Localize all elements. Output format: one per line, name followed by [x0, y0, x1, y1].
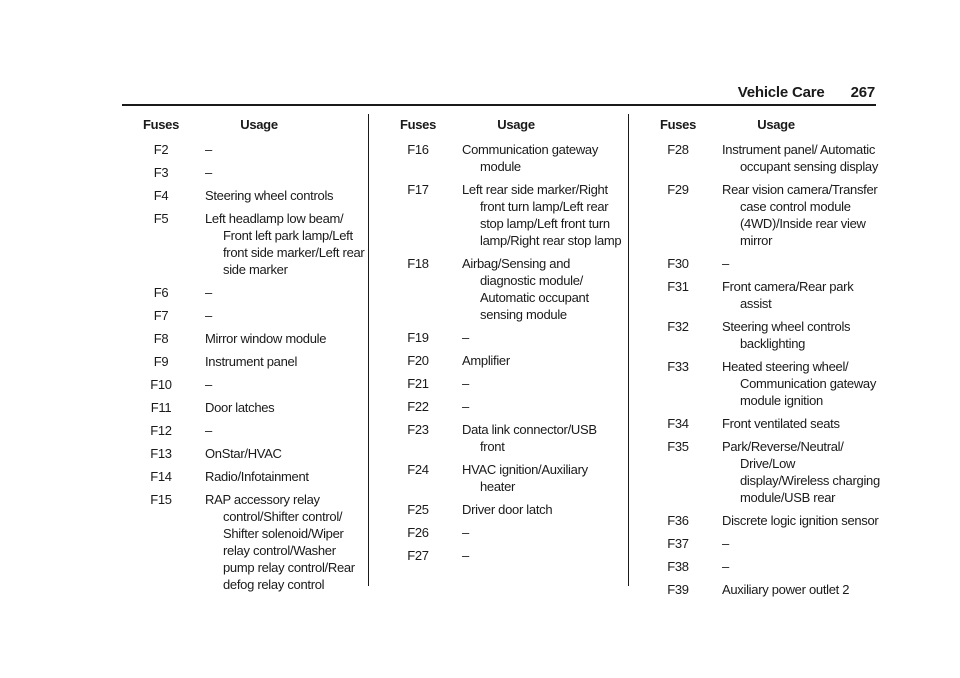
table-row	[135, 307, 365, 324]
fuse-id: F3	[153, 165, 169, 180]
table-row	[135, 284, 365, 301]
fuse-usage: –	[722, 559, 729, 574]
fuse-usage: –	[462, 399, 469, 414]
table-row	[135, 330, 365, 347]
page-header	[0, 84, 875, 106]
fuse-id: F30	[667, 256, 689, 271]
table-header	[392, 116, 622, 133]
fuse-usage: –	[205, 142, 212, 157]
fuse-id: F25	[407, 502, 429, 517]
fuse-usage: Radio/Infotainment	[205, 469, 309, 484]
fuse-usage: Left headlamp low beam/ Front left park lamp/Left front side marker/Left rear side marker	[205, 211, 365, 277]
table-row	[392, 181, 622, 249]
fuse-id: F13	[150, 446, 172, 461]
table-row	[135, 468, 365, 485]
table-row	[392, 141, 622, 175]
table-row	[135, 445, 365, 462]
fuse-usage: RAP accessory relay control/Shifter control/ Shifter solenoid/Wiper relay control/Washer pump relay control/Rear defog relay control	[205, 492, 355, 592]
fuse-id: F29	[667, 182, 689, 197]
fuse-id: F26	[407, 525, 429, 540]
table-row	[652, 512, 882, 529]
usage-column-header: Usage	[757, 117, 795, 132]
fuse-id: F23	[407, 422, 429, 437]
fuses-column-header: Fuses	[142, 117, 180, 132]
fuse-usage: Steering wheel controls	[205, 188, 334, 203]
fuse-usage: Data link connector/USB front	[462, 422, 597, 454]
table-row	[135, 491, 365, 593]
fuse-usage: Door latches	[205, 400, 275, 415]
table-header	[135, 116, 365, 133]
column-divider	[628, 114, 629, 586]
fuse-id: F2	[153, 142, 169, 157]
table-row	[135, 187, 365, 204]
header-rule	[122, 104, 876, 106]
table-row	[652, 558, 882, 575]
table-row	[135, 164, 365, 181]
fuse-usage: –	[722, 256, 729, 271]
fuse-usage: –	[722, 536, 729, 551]
fuse-id: F16	[407, 142, 429, 157]
fuse-usage: –	[462, 376, 469, 391]
fuse-id: F11	[150, 400, 172, 415]
fuse-usage: Front ventilated seats	[722, 416, 840, 431]
fuse-usage: Park/Reverse/Neutral/ Drive/Low display/Wireless charging module/USB rear	[722, 439, 880, 505]
fuse-usage: Driver door latch	[462, 502, 553, 517]
fuse-id: F6	[153, 285, 169, 300]
fuse-id: F8	[153, 331, 169, 346]
table-row	[135, 399, 365, 416]
fuse-usage: Discrete logic ignition sensor	[722, 513, 879, 528]
table-row	[652, 535, 882, 552]
table-row	[135, 141, 365, 158]
fuse-id: F37	[667, 536, 689, 551]
fuse-table-column-3	[652, 116, 882, 604]
table-row	[135, 422, 365, 439]
fuse-usage: HVAC ignition/Auxiliary heater	[462, 462, 588, 494]
fuse-id: F19	[407, 330, 429, 345]
fuse-id: F9	[153, 354, 169, 369]
table-row	[652, 255, 882, 272]
fuse-id: F4	[153, 188, 169, 203]
table-row	[392, 398, 622, 415]
table-row	[392, 352, 622, 369]
fuse-id: F10	[150, 377, 172, 392]
fuse-usage: Instrument panel	[205, 354, 298, 369]
fuse-usage: –	[205, 285, 212, 300]
fuse-usage: OnStar/HVAC	[205, 446, 282, 461]
fuse-id: F38	[667, 559, 689, 574]
fuses-column-header: Fuses	[399, 117, 437, 132]
fuse-usage: Instrument panel/ Automatic occupant sensing display	[722, 142, 879, 174]
table-row	[392, 421, 622, 455]
fuse-usage: Mirror window module	[205, 331, 327, 346]
column-divider	[368, 114, 369, 586]
table-row	[392, 375, 622, 392]
table-row	[135, 376, 365, 393]
table-row	[392, 501, 622, 518]
fuse-usage: –	[205, 377, 212, 392]
section-title: Vehicle Care	[737, 84, 825, 101]
table-row	[652, 141, 882, 175]
fuse-id: F34	[667, 416, 689, 431]
fuse-id: F35	[667, 439, 689, 454]
page-number: 267	[850, 84, 875, 101]
table-row	[652, 181, 882, 249]
fuse-id: F32	[667, 319, 689, 334]
table-row	[392, 461, 622, 495]
fuse-usage: Amplifier	[462, 353, 510, 368]
fuse-usage: –	[462, 548, 469, 563]
table-row	[392, 255, 622, 323]
fuse-id: F24	[407, 462, 429, 477]
fuse-usage: –	[205, 308, 212, 323]
fuses-column-header: Fuses	[659, 117, 697, 132]
fuse-id: F17	[407, 182, 429, 197]
fuse-id: F31	[667, 279, 689, 294]
fuse-usage: –	[462, 330, 469, 345]
fuse-usage: –	[462, 525, 469, 540]
fuse-usage: Airbag/Sensing and diagnostic module/ Automatic occupant sensing module	[462, 256, 589, 322]
fuse-id: F21	[407, 376, 429, 391]
table-row	[392, 524, 622, 541]
fuse-id: F22	[407, 399, 429, 414]
table-row	[652, 581, 882, 598]
fuse-id: F15	[150, 492, 172, 507]
fuse-usage: Auxiliary power outlet 2	[722, 582, 850, 597]
table-row	[652, 358, 882, 409]
fuse-id: F28	[667, 142, 689, 157]
fuse-usage: –	[205, 165, 212, 180]
fuse-id: F12	[150, 423, 172, 438]
usage-column-header: Usage	[497, 117, 535, 132]
fuse-id: F36	[667, 513, 689, 528]
table-row	[135, 353, 365, 370]
table-row	[652, 278, 882, 312]
table-row	[392, 329, 622, 346]
table-row	[652, 438, 882, 506]
fuse-usage: Communication gateway module	[462, 142, 599, 174]
table-header	[652, 116, 882, 133]
fuse-usage: Front camera/Rear park assist	[722, 279, 854, 311]
table-row	[135, 210, 365, 278]
table-row	[652, 415, 882, 432]
fuse-table-column-1	[135, 116, 365, 599]
fuse-usage: Rear vision camera/Transfer case control module (4WD)/Inside rear view mirror	[722, 182, 878, 248]
usage-column-header: Usage	[240, 117, 278, 132]
fuse-table-column-2	[392, 116, 622, 570]
table-row	[652, 318, 882, 352]
fuse-usage: –	[205, 423, 212, 438]
fuse-usage: Steering wheel controls backlighting	[722, 319, 851, 351]
fuse-id: F18	[407, 256, 429, 271]
fuse-id: F14	[150, 469, 172, 484]
fuse-usage: Heated steering wheel/ Communication gateway module ignition	[722, 359, 877, 408]
fuse-id: F7	[153, 308, 169, 323]
fuse-id: F39	[667, 582, 689, 597]
table-row	[392, 547, 622, 564]
fuse-usage: Left rear side marker/Right front turn lamp/Left rear stop lamp/Left front turn lamp/Right rear stop lamp	[462, 182, 622, 248]
fuse-id: F20	[407, 353, 429, 368]
fuse-id: F5	[153, 211, 169, 226]
fuse-id: F27	[407, 548, 429, 563]
fuse-id: F33	[667, 359, 689, 374]
